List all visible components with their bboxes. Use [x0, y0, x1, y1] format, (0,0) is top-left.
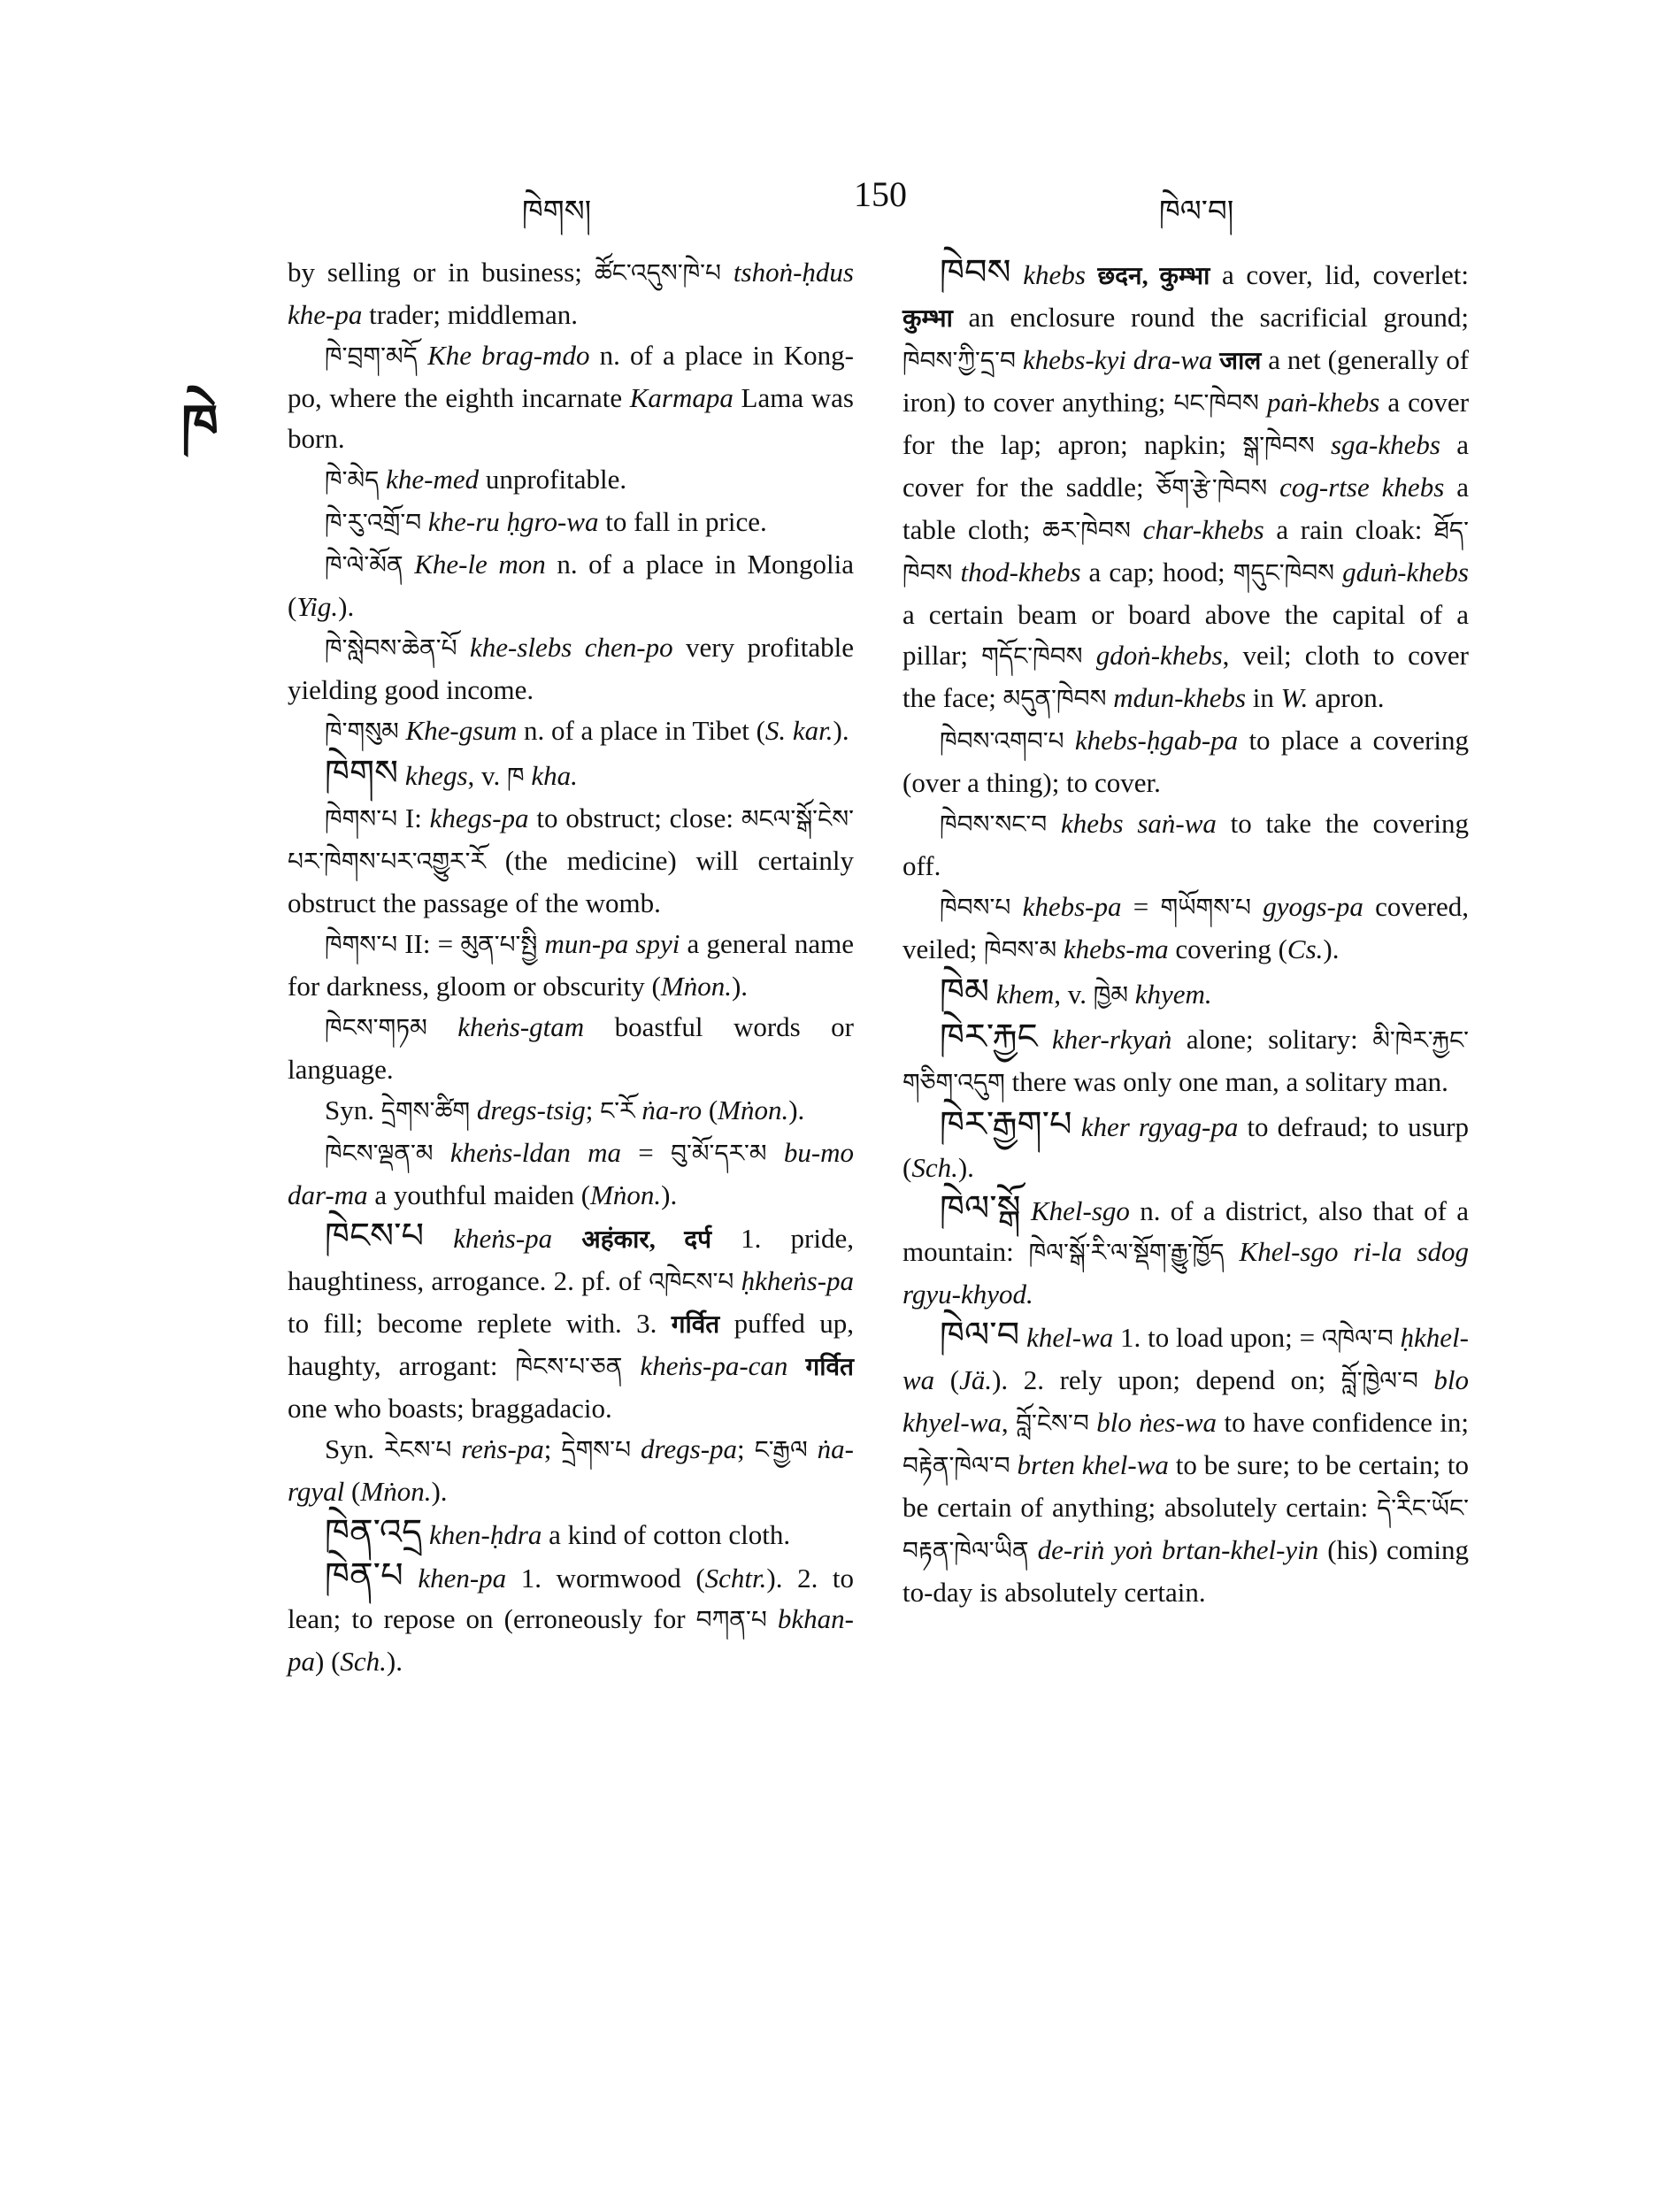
section-letter-marker: ཁེ — [181, 396, 217, 454]
left-column-entry: ཁེན་འདྲ khen-ḥdra a kind of cotton cloth. — [325, 1512, 791, 1552]
header-right-headword: ཁེལ་བ། — [1159, 196, 1234, 228]
page-header — [0, 174, 1659, 230]
left-column-entry: ཁེ་རུ་འགྲོ་བ khe-ru ḥgro-wa to fall in price. — [325, 506, 767, 537]
left-column-entry: ཁེངས་པ kheṅs-pa अहंकार, दर्प 1. pride, haughtiness, arrogance. 2. pf. of འཁེངས་པ ḥkheṅs-pa to fill; become replete with. 3. गर्वित puffed up, haughty, arrogant: ཁེངས་པ་ཅན kheṅs-pa-can गर्वित one who boasts; braggadacio. — [288, 1216, 855, 1424]
left-column-entry: ཁེངས་གཏམ kheṅs-gtam boastful words or language. — [288, 1011, 854, 1085]
right-column-entry: ཁེལ་སྒོ Khel-sgo n. of a district, also that of a mountain: ཁེལ་སྒོ་རི་ལ་སྡོག་རྒྱུ་ཁྱོད Khel-sgo ri-la sdog rgyu-khyod. — [902, 1188, 1470, 1310]
right-column-entry: ཁེལ་བ khel-wa 1. to load upon; = འཁེལ་བ ḥkhel-wa (Jä.). 2. rely upon; depend on; བློ་ཁྱེལ་བ blo khyel-wa, བློ་ངེས་བ blo ṅes-wa to have confidence in; བརྟེན་ཁེལ་བ brten khel-wa to be sure; to be certain; to be certain of anything; absolutely certain: དེ་རིང་ཡོང་བརྟན་ཁེལ་ཡིན de-riṅ yoṅ brtan-khel-yin (his) coming to-day is absolutely certain. — [902, 1315, 1470, 1608]
right-column — [902, 252, 1469, 1613]
left-column-entry: ཁེངས་ལྡན་མ kheṅs-ldan ma = བུ་མོ་དར་མ bu-mo dar-ma a youthful maiden (Mṅon.). — [288, 1137, 855, 1210]
right-column-entry: ཁེབས khebs छदन, कुम्भा a cover, lid, coverlet: कुम्भा an enclosure round the sacrificial ground; ཁེབས་ཀྱི་དྲ་བ khebs-kyi dra-wa जाल a net (generally of iron) to cover anything; པང་ཁེབས paṅ-khebs a cover for the lap; apron; napkin; སྒ་ཁེབས sga-khebs a cover for the saddle; ཅོག་རྩེ་ཁེབས cog-rtse khebs a table cloth; ཆར་ཁེབས char-khebs a rain cloak: ཐོད་ཁེབས thod-khebs a cap; hood; གདུང་ཁེབས gduṅ-khebs a certain beam or board above the capital of a pillar; གདོང་ཁེབས gdoṅ-khebs, veil; cloth to cover the face; མདུན་ཁེབས mdun-khebs in W. apron. — [902, 252, 1470, 713]
header-left-headword: ཁེགས། — [522, 196, 592, 228]
left-column-entry: ཁེགས་པ I: khegs-pa to obstruct; close: མངལ་སྒོ་ངེས་པར་ཁེགས་པར་འགྱུར་རོ (the medicine) will certainly obstruct the passage of the womb. — [288, 803, 854, 918]
left-column-entry: Syn. དྲེགས་ཚིག dregs-tsig; ང་རོ ṅa-ro (Mṅon.). — [325, 1094, 805, 1125]
left-column-entry: ཁེ་བྲག་མདོ Khe brag-mdo n. of a place in Kong-po, where the eighth incarnate Karmapa Lama was born. — [288, 340, 855, 454]
left-column — [288, 252, 854, 1682]
page-number: 150 — [854, 174, 907, 214]
right-column-entry: ཁེམ khem, v. ཁྱེམ khyem. — [940, 972, 1212, 1011]
left-column-entry: Syn. རེངས་པ reṅs-pa; དྲེགས་པ dregs-pa; ང་རྒྱལ ṅa-rgyal (Mṅon.). — [288, 1433, 854, 1507]
left-column-entry: by selling or in business; ཚོང་འདུས་ཁེ་པ tshoṅ-ḥdus khe-pa trader; middleman. — [288, 257, 854, 330]
right-column-entry: ཁེར་རྒྱག་པ kher rgyag-pa to defraud; to usurp (Sch.). — [902, 1104, 1469, 1183]
left-column-entry: ཁེགས་པ II: = མུན་པ་སྤྱི mun-pa spyi a general name for darkness, gloom or obscurity (Mṅon.). — [288, 928, 855, 1002]
right-column-entry: ཁེར་རྐྱང kher-rkyaṅ alone; solitary: མི་ཁེར་རྐྱང་གཅིག་འདུག there was only one man, a solitary man. — [902, 1017, 1470, 1097]
left-column-entry: ཁེ་ལེ་མོན Khe-le mon n. of a place in Mongolia (Yig.). — [288, 549, 854, 622]
left-column-entry: ཁེན་པ khen-pa 1. wormwood (Schtr.). 2. to lean; to repose on (erroneously for བཀན་པ bkhan-pa) (Sch.). — [288, 1555, 855, 1677]
left-column-entry: ཁེ་གསུམ Khe-gsum n. of a place in Tibet (S. kar.). — [325, 715, 849, 746]
right-column-entry: ཁེབས་པ khebs-pa = གཡོགས་པ gyogs-pa covered, veiled; ཁེབས་མ khebs-ma covering (Cs.). — [902, 891, 1470, 964]
right-column-entry: ཁེབས་སང་བ khebs saṅ-wa to take the covering off. — [902, 808, 1469, 881]
left-column-entry: ཁེ་སླེབས་ཆེན་པོ khe-slebs chen-po very profitable yielding good income. — [288, 632, 855, 705]
right-column-entry: ཁེབས་འགབ་པ khebs-ḥgab-pa to place a covering (over a thing); to cover. — [902, 725, 1470, 798]
left-column-entry: ཁེ་མེད khe-med unprofitable. — [325, 464, 627, 495]
left-column-entry: ཁེགས khegs, v. ཁ kha. — [325, 753, 578, 793]
